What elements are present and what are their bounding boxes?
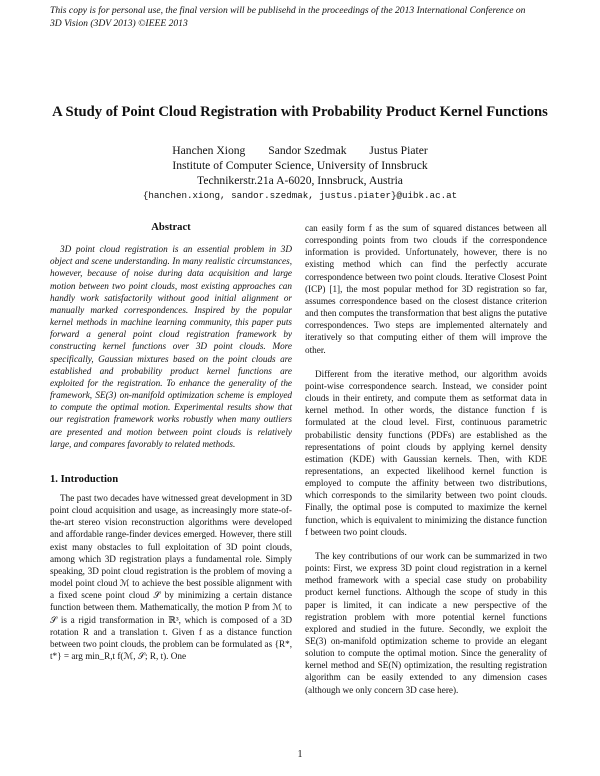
- author-name: Justus Piater: [369, 144, 428, 157]
- introduction-heading: 1. Introduction: [50, 473, 119, 485]
- author-block: [0, 143, 600, 203]
- introduction-paragraph: The past two decades have witnessed great development in 3D point cloud acquisition and usage, as increasingly more state-of-the-art stereo vision reconstruction algorithms were developed and affordable range-finder devices emerged. However, there still exist many obstacles to full exploitation of 3D point clouds, among which 3D registration plays a fundamental role. Simply speaking, 3D point cloud registration is the problem of moving a model point cloud ℳ to achieve the best possible alignment with a fixed scene point cloud 𝒮 by minimizing a certain distance function between them. Mathematically, the motion P from ℳ to 𝒮 is a rigid transformation in ℝ³, which is composed of a 3D rotation R and a translation t. Given f as a distance function between two point clouds, the problem can be formulated as {R*, t*} = arg min_R,t f(ℳ, 𝒮; R, t). One: [50, 492, 292, 661]
- author-name: Sandor Szedmak: [268, 144, 347, 157]
- abstract-text: 3D point cloud registration is an essential problem in 3D object and scene understanding. In many realistic circumstances, however, because of noise during data acquisition and large motion between two point clouds, most existing approaches can handly work satisfactorily without good initial alignment or manually marked correspondences. Inspired by the popular kernel methods in machine learning community, this paper puts forward a general point cloud registration framework by constructing kernel functions over 3D point clouds. More specifically, Gaussian mixtures based on the point clouds are established and probability product kernel functions are exploited for the registration. To enhance the generality of the framework, SE(3) on-manifold optimization scheme is employed to compute the optimal motion. Experimental results show that our registration framework works robustly when many outliers are presented and motion between point clouds is relatively large, and compares favorably to related methods.: [50, 244, 292, 449]
- abstract-heading: Abstract: [151, 222, 191, 233]
- address: Technikerstr.21a A-6020, Innsbruck, Austria: [197, 174, 403, 187]
- paper-title: A Study of Point Cloud Registration with Probability Product Kernel Functions: [52, 104, 548, 120]
- affiliation: Institute of Computer Science, University of Innsbruck: [172, 159, 428, 172]
- paragraph-method: Different from the iterative method, our algorithm avoids point-wise correspondence search. Instead, we consider point clouds in their entirety, and compute them as setformat data in kernel method. In other words, the distance function f is formulated at the cloud level. First, continuous parametric probabilistic density functions (PDFs) are established as the representations of point clouds by applying kernel density estimation (KDE) with Gaussian kernels. Then, with KDE representations, an expected likelihood kernel function is employed to compute the affinity between two distributions, which corresponds to the similarity between two point clouds. Finally, the optimal pose is computed to maximize the kernel function, which is equivalent to minimizing the distance function f between two point clouds.: [305, 368, 547, 537]
- author-names: [0, 143, 600, 158]
- notice-line-1: This copy is for personal use, the final version will be publisehd in the proceedings of the 2013 International Conference on: [50, 5, 526, 16]
- notice-line-2: 3D Vision (3DV 2013) ©IEEE 2013: [50, 18, 188, 29]
- email: {hanchen.xiong, sandor.szedmak, justus.piater}@uibk.ac.at: [142, 190, 458, 201]
- right-column: [305, 222, 547, 708]
- copyright-notice: [50, 4, 550, 30]
- paragraph-contributions: The key contributions of our work can be summarized in two points: First, we express 3D point cloud registration in a kernel method framework with a special case study on probability product kernel functions. Although the scope of study in this paper is limited, it can indicate a new perspective of the registration problem with more potential kernel functions explored and studied in the future. Secondly, we exploit the SE(3) on-manifold optimization scheme to provide an elegant solution to compute the optimal motion. Since the generality of kernel method and SE(N) optimization, the resulting registration algorithm can be easily extended to any dimension cases (although we only concern 3D case here).: [305, 550, 547, 695]
- paragraph-icp: can easily form f as the sum of squared distances between all corresponding points from two clouds if the correspondence information is provided. Unfortunately, however, there is no existing method which can find the perfectly accurate correspondence between two point clouds. Iterative Closest Point (ICP) [1], the most popular method for 3D registration so far, assumes correspondence based on the closest distance criterion and then computes the transformation that best aligns the putative correspondences. Two steps are implemented alternately and iteratively so that computing either of them will improve the other.: [305, 223, 547, 355]
- page-number: 1: [297, 749, 303, 760]
- author-name: Hanchen Xiong: [172, 144, 246, 157]
- left-column: [50, 222, 292, 662]
